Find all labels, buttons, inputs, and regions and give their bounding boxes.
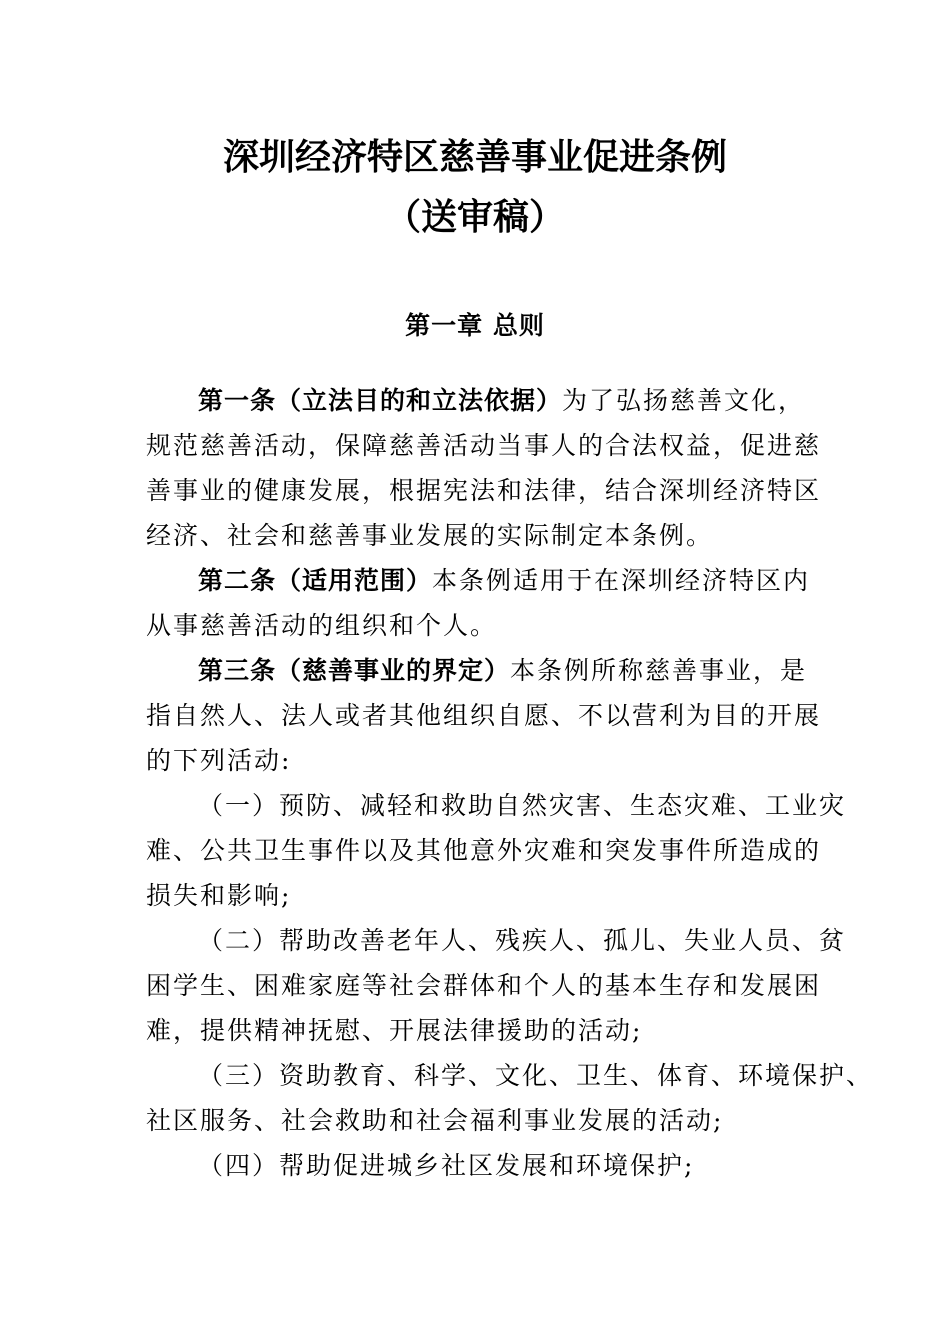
line-text: 困学生、困难家庭等社会群体和个人的基本生存和发展困 xyxy=(146,971,822,1000)
article-heading: 第一条（立法目的和立法依据） xyxy=(198,386,563,415)
text-line xyxy=(146,513,810,558)
line-text: 难、公共卫生事件以及其他意外灾难和突发事件所造成的 xyxy=(146,836,822,865)
text-line xyxy=(146,468,822,513)
text-line xyxy=(146,558,810,603)
line-text: 的下列活动: xyxy=(146,746,292,775)
text-line xyxy=(146,918,847,963)
line-text: （三）资助教育、科学、文化、卫生、体育、环境保护、 xyxy=(198,1061,874,1090)
text-line xyxy=(146,963,822,1008)
text-line xyxy=(146,738,810,783)
document-subtitle: （送审稿） xyxy=(384,197,565,238)
line-text: 经济、社会和慈善事业发展的实际制定本条例。 xyxy=(146,521,714,550)
line-text: 社区服务、社会救助和社会福利事业发展的活动; xyxy=(146,1106,724,1135)
line-text: （四）帮助促进城乡社区发展和环境保护; xyxy=(198,1151,695,1180)
article-heading: 第三条（慈善事业的界定） xyxy=(198,656,511,685)
text-line xyxy=(146,693,822,738)
line-text: （二）帮助改善老年人、残疾人、孤儿、失业人员、贫 xyxy=(198,926,847,955)
text-line xyxy=(146,783,847,828)
line-text: 为了弘扬慈善文化， xyxy=(562,386,806,415)
text-line xyxy=(146,603,810,648)
text-line xyxy=(146,1008,810,1053)
text-line xyxy=(146,378,810,423)
line-text: 从事慈善活动的组织和个人。 xyxy=(146,611,498,640)
line-text: 规范慈善活动，保障慈善活动当事人的合法权益，促进慈 xyxy=(146,431,822,460)
document-title: 深圳经济特区慈善事业促进条例 xyxy=(222,137,727,178)
line-text: （一）预防、减轻和救助自然灾害、生态灾难、工业灾 xyxy=(198,791,847,820)
text-line xyxy=(146,1053,874,1098)
line-text: 本条例所称慈善事业，是 xyxy=(510,656,808,685)
article-heading: 第二条（适用范围） xyxy=(198,566,433,595)
document-body xyxy=(146,378,874,1188)
text-line xyxy=(146,423,822,468)
line-text: 本条例适用于在深圳经济特区内 xyxy=(432,566,811,595)
line-text: 善事业的健康发展，根据宪法和法律，结合深圳经济特区 xyxy=(146,476,822,505)
text-line xyxy=(146,828,822,873)
line-text: 指自然人、法人或者其他组织自愿、不以营利为目的开展 xyxy=(146,701,822,730)
text-line xyxy=(146,1143,810,1188)
line-text: 难，提供精神抚慰、开展法律援助的活动; xyxy=(146,1016,643,1045)
text-line xyxy=(146,1098,810,1143)
line-text: 损失和影响; xyxy=(146,881,292,910)
text-line xyxy=(146,648,810,693)
chapter-heading: 第一章 总则 xyxy=(405,311,545,340)
text-line xyxy=(146,873,810,918)
